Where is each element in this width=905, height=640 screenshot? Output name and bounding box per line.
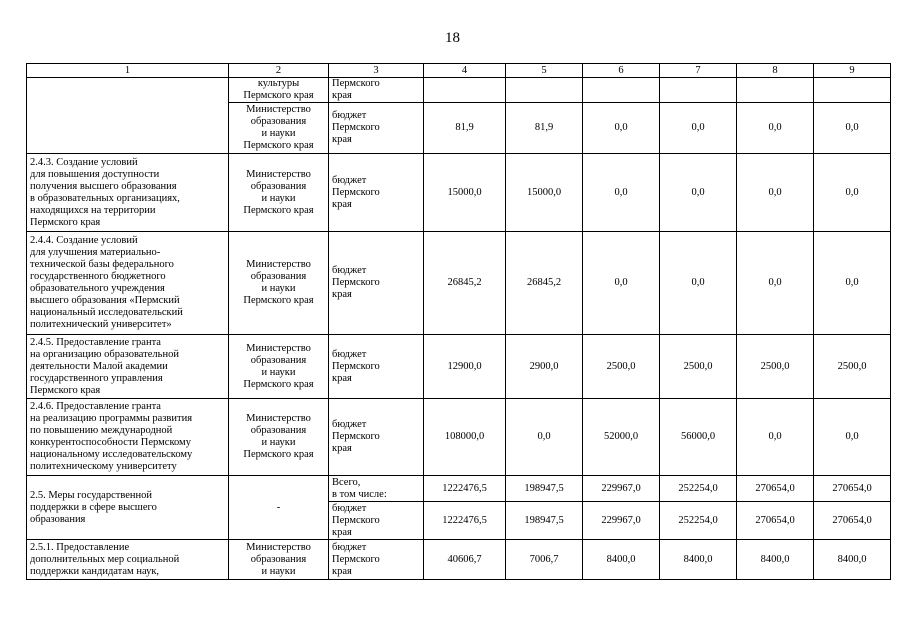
- amount-cell: 81,9: [506, 103, 583, 154]
- table-header-row: [27, 64, 891, 78]
- executor-cell: Министерство образования и науки Пермского края: [229, 103, 329, 154]
- amount-cell: 52000,0: [583, 399, 660, 476]
- amount-cell: 270654,0: [737, 476, 814, 502]
- amount-cell: 0,0: [814, 232, 891, 335]
- amount-cell: 0,0: [660, 232, 737, 335]
- amount-cell: 0,0: [506, 399, 583, 476]
- activity-cell: 2.4.3. Создание условий для повышения доступности получения высшего образования в образовательных организациях, находящихся на территории Пермского края: [27, 154, 229, 232]
- table-row: [27, 232, 891, 335]
- amount-cell: 270654,0: [814, 476, 891, 502]
- executor-cell: Министерство образования и науки Пермского края: [229, 232, 329, 335]
- amount-cell: 1222476,5: [424, 502, 506, 540]
- amount-cell: 229967,0: [583, 476, 660, 502]
- amount-cell: 198947,5: [506, 476, 583, 502]
- amount-cell: 0,0: [583, 103, 660, 154]
- amount-cell: 0,0: [737, 154, 814, 232]
- amount-cell: 26845,2: [506, 232, 583, 335]
- column-number: 6: [583, 64, 660, 78]
- executor-cell: Министерство образования и науки: [229, 540, 329, 580]
- amount-cell: 108000,0: [424, 399, 506, 476]
- amount-cell: [814, 78, 891, 103]
- amount-cell: 0,0: [737, 399, 814, 476]
- amount-cell: [506, 78, 583, 103]
- amount-cell: [424, 78, 506, 103]
- executor-cell: Министерство образования и науки Пермского края: [229, 399, 329, 476]
- budget-table: [26, 63, 891, 580]
- amount-cell: 0,0: [814, 154, 891, 232]
- executor-cell: Министерство образования и науки Пермского края: [229, 335, 329, 399]
- executor-cell: Министерство образования и науки Пермского края: [229, 154, 329, 232]
- amount-cell: 2500,0: [583, 335, 660, 399]
- amount-cell: 0,0: [737, 103, 814, 154]
- amount-cell: 270654,0: [814, 502, 891, 540]
- table-row: [27, 476, 891, 502]
- column-number: 2: [229, 64, 329, 78]
- executor-cell: культуры Пермского края: [229, 78, 329, 103]
- amount-cell: 7006,7: [506, 540, 583, 580]
- amount-cell: 252254,0: [660, 502, 737, 540]
- amount-cell: 15000,0: [506, 154, 583, 232]
- amount-cell: 0,0: [660, 154, 737, 232]
- source-cell: бюджет Пермского края: [329, 540, 424, 580]
- amount-cell: 0,0: [583, 232, 660, 335]
- activity-cell: 2.4.5. Предоставление гранта на организацию образовательной деятельности Малой академии государственного управления Пермского края: [27, 335, 229, 399]
- amount-cell: 252254,0: [660, 476, 737, 502]
- activity-cell: 2.4.6. Предоставление гранта на реализацию программы развития по повышению международной конкурентоспособности Пермскому национальному исследовательскому политехническому университету: [27, 399, 229, 476]
- amount-cell: 8400,0: [814, 540, 891, 580]
- source-cell: бюджет Пермского края: [329, 232, 424, 335]
- amount-cell: 56000,0: [660, 399, 737, 476]
- table-row: [27, 78, 891, 103]
- amount-cell: 2900,0: [506, 335, 583, 399]
- amount-cell: 8400,0: [660, 540, 737, 580]
- column-number: 7: [660, 64, 737, 78]
- table-row: [27, 154, 891, 232]
- amount-cell: 270654,0: [737, 502, 814, 540]
- amount-cell: 81,9: [424, 103, 506, 154]
- column-number: 1: [27, 64, 229, 78]
- amount-cell: 2500,0: [814, 335, 891, 399]
- activity-cell: 2.4.4. Создание условий для улучшения материально- технической базы федерального государственного бюджетного образовательного учреждения высшего образования «Пермский национальный исследовательский политехнический университет»: [27, 232, 229, 335]
- amount-cell: 2500,0: [737, 335, 814, 399]
- amount-cell: 12900,0: [424, 335, 506, 399]
- source-cell: бюджет Пермского края: [329, 335, 424, 399]
- column-number: 5: [506, 64, 583, 78]
- amount-cell: 2500,0: [660, 335, 737, 399]
- amount-cell: 0,0: [737, 232, 814, 335]
- amount-cell: 8400,0: [737, 540, 814, 580]
- amount-cell: [660, 78, 737, 103]
- column-number: 9: [814, 64, 891, 78]
- activity-cell: 2.5.1. Предоставление дополнительных мер социальной поддержки кандидатам наук,: [27, 540, 229, 580]
- executor-cell: -: [229, 476, 329, 540]
- column-number: 8: [737, 64, 814, 78]
- source-cell: Пермского края: [329, 78, 424, 103]
- source-cell: бюджет Пермского края: [329, 154, 424, 232]
- amount-cell: 0,0: [814, 399, 891, 476]
- activity-cell: [27, 78, 229, 154]
- amount-cell: 0,0: [583, 154, 660, 232]
- source-cell: бюджет Пермского края: [329, 103, 424, 154]
- amount-cell: 1222476,5: [424, 476, 506, 502]
- table-row: [27, 399, 891, 476]
- table-row: [27, 540, 891, 580]
- column-number: 3: [329, 64, 424, 78]
- amount-cell: 229967,0: [583, 502, 660, 540]
- source-cell: Всего, в том числе:: [329, 476, 424, 502]
- page-number: 18: [445, 30, 460, 46]
- column-number: 4: [424, 64, 506, 78]
- amount-cell: 40606,7: [424, 540, 506, 580]
- source-cell: бюджет Пермского края: [329, 502, 424, 540]
- activity-cell: 2.5. Меры государственной поддержки в сфере высшего образования: [27, 476, 229, 540]
- amount-cell: [583, 78, 660, 103]
- amount-cell: 26845,2: [424, 232, 506, 335]
- amount-cell: 0,0: [814, 103, 891, 154]
- amount-cell: [737, 78, 814, 103]
- amount-cell: 198947,5: [506, 502, 583, 540]
- amount-cell: 15000,0: [424, 154, 506, 232]
- source-cell: бюджет Пермского края: [329, 399, 424, 476]
- amount-cell: 0,0: [660, 103, 737, 154]
- amount-cell: 8400,0: [583, 540, 660, 580]
- table-row: [27, 335, 891, 399]
